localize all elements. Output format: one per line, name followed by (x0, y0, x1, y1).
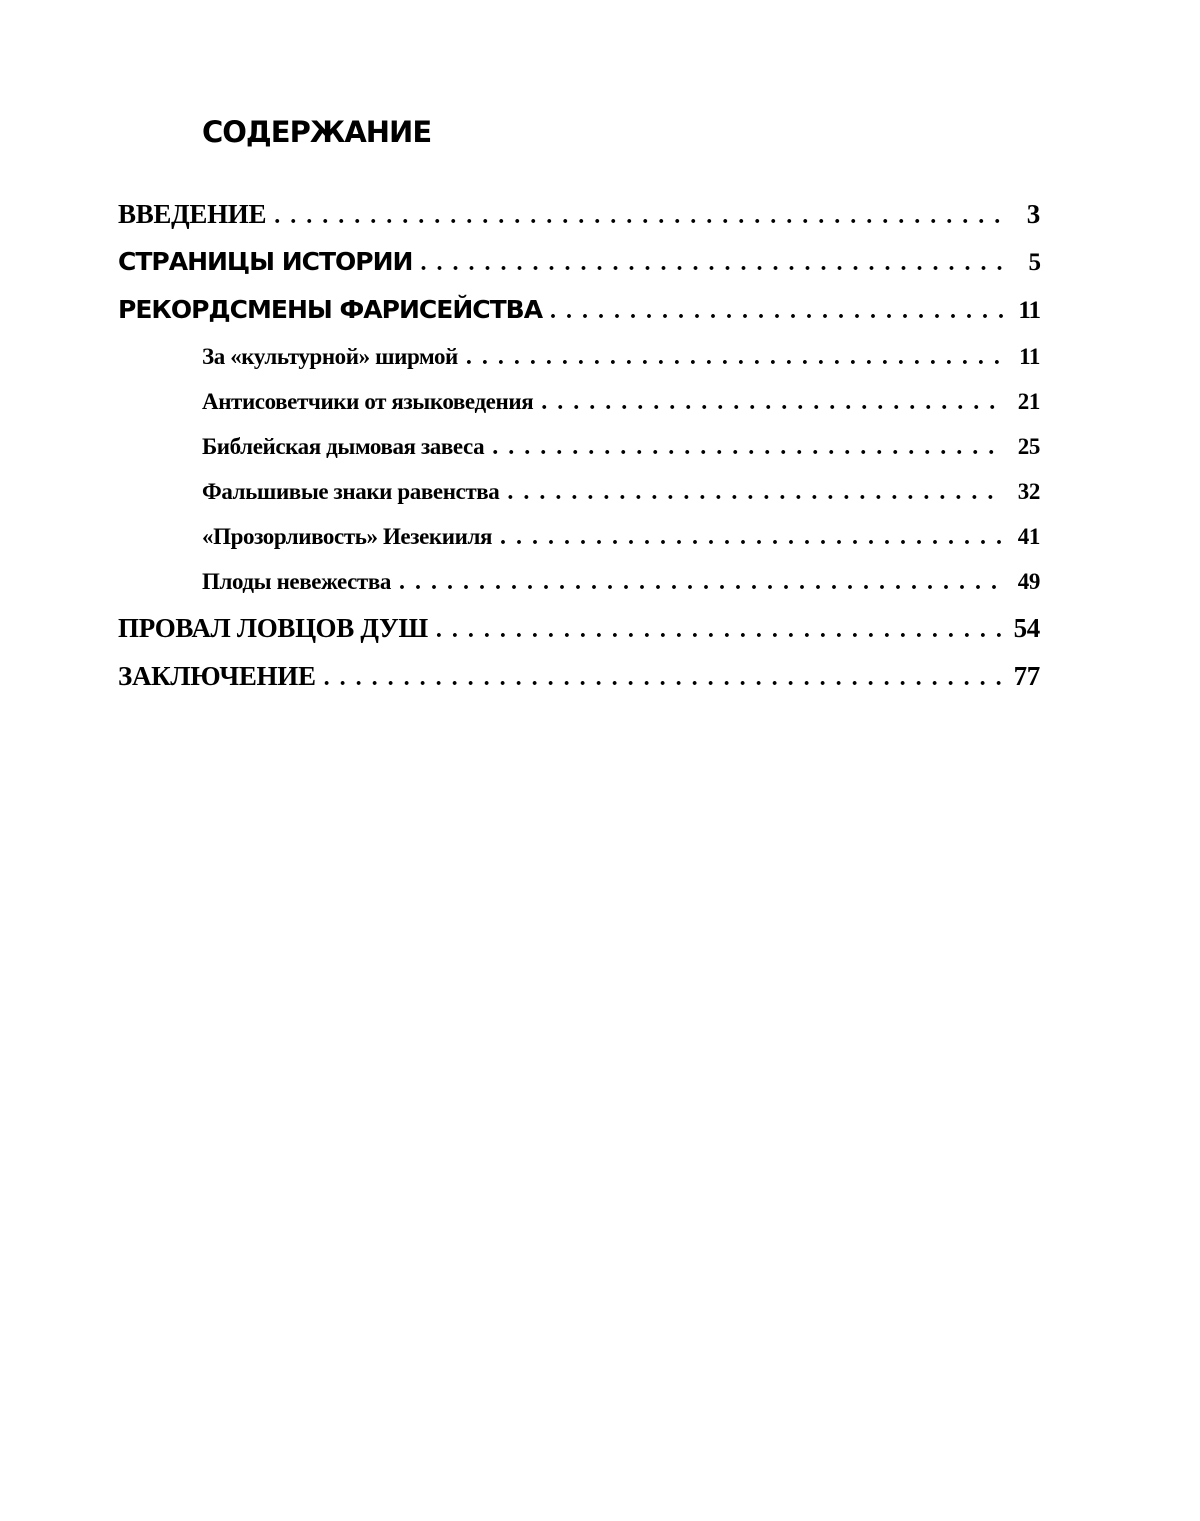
toc-entry-title: За «культурной» ширмой (202, 344, 458, 369)
dot-leader (274, 192, 1004, 240)
toc-subentry-biblical-smokescreen[interactable] (118, 424, 1040, 469)
toc-page-number: 49 (1017, 569, 1040, 594)
toc-subentry-fruits-of-ignorance[interactable] (118, 559, 1040, 604)
toc-entry-title: РЕКОРДСМЕНЫ ФАРИСЕЙСТВА (118, 295, 543, 324)
toc-page-number: 41 (1017, 524, 1040, 549)
dot-leader (500, 515, 1004, 560)
toc-page-number: 11 (1018, 297, 1040, 324)
dot-leader (541, 380, 1004, 425)
toc-entry-history-pages[interactable] (118, 238, 1040, 286)
toc-subentry-linguistics[interactable] (118, 379, 1040, 424)
toc-entry-title: Фальшивые знаки равенства (202, 479, 500, 504)
toc-page-number: 3 (1026, 199, 1040, 229)
toc-page-number: 5 (1028, 249, 1040, 276)
toc-page-number: 11 (1019, 344, 1040, 369)
toc-entry-title: ПРОВАЛ ЛОВЦОВ ДУШ (118, 613, 428, 643)
toc-page-number: 77 (1013, 661, 1040, 691)
dot-leader (492, 425, 1004, 470)
toc-entry-title: СТРАНИЦЫ ИСТОРИИ (118, 247, 413, 276)
dot-leader (436, 606, 1004, 654)
dot-leader (507, 470, 1004, 515)
toc-entry-title: Антисоветчики от языковедения (202, 389, 534, 414)
toc-entry-title: Библейская дымовая завеса (202, 434, 485, 459)
toc-entry-title: Плоды невежества (202, 569, 391, 594)
toc-entry-introduction[interactable] (118, 190, 1040, 238)
toc-entry-conclusion[interactable] (118, 652, 1040, 700)
toc-page-number: 21 (1017, 389, 1040, 414)
toc-subentry-false-equality[interactable] (118, 469, 1040, 514)
toc-title: СОДЕРЖАНИЕ (202, 115, 432, 149)
dot-leader (466, 335, 1004, 380)
toc-entry-soul-catchers-failure[interactable] (118, 604, 1040, 652)
toc-entry-pharisaism-champions[interactable] (118, 286, 1040, 334)
toc-page-number: 32 (1017, 479, 1040, 504)
toc-page-number: 25 (1017, 434, 1040, 459)
dot-leader (399, 560, 1004, 605)
table-of-contents (118, 190, 1040, 700)
dot-leader (420, 239, 1004, 287)
dot-leader (324, 654, 1004, 702)
toc-subentry-ezekiel[interactable] (118, 514, 1040, 559)
toc-entry-title: ЗАКЛЮЧЕНИЕ (118, 661, 316, 691)
toc-entry-title: «Прозорливость» Иезекииля (202, 524, 492, 549)
dot-leader (550, 287, 1004, 335)
toc-entry-title: ВВЕДЕНИЕ (118, 199, 267, 229)
toc-subentry-cultural-screen[interactable] (118, 334, 1040, 379)
toc-page-number: 54 (1013, 613, 1040, 643)
